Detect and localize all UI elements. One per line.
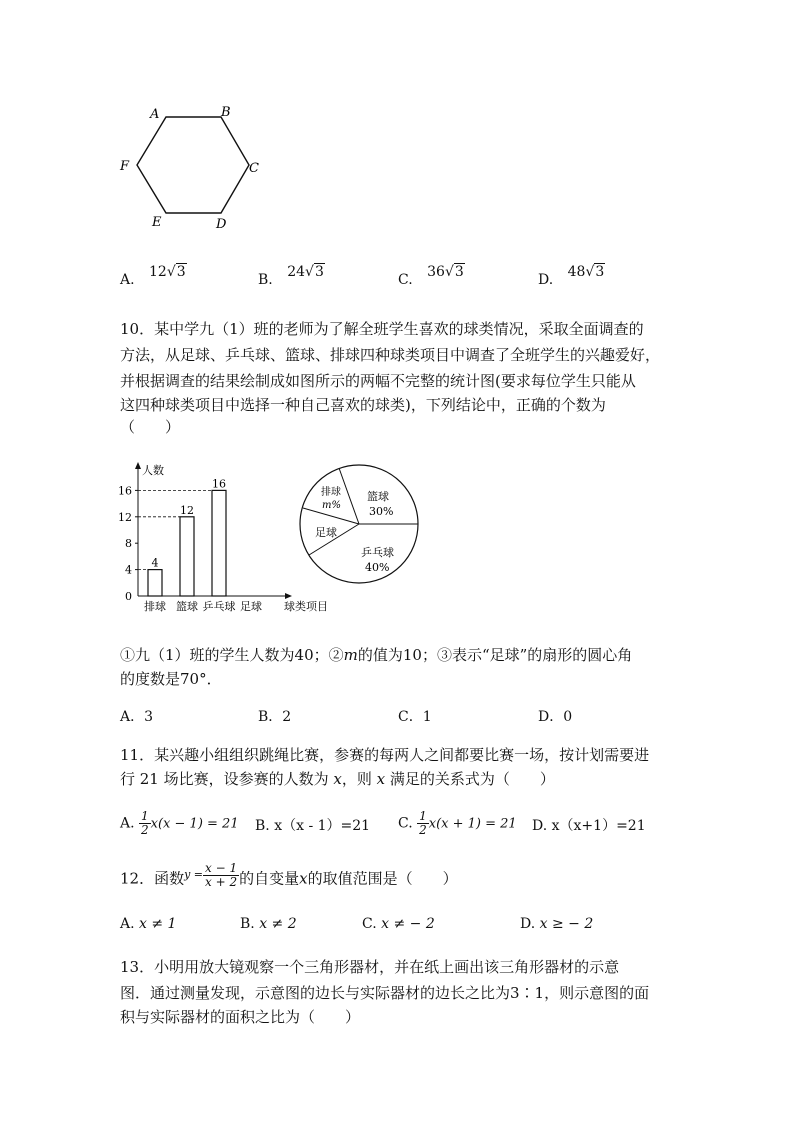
q12-option-c[interactable]: C. x ≠ − 2: [362, 916, 435, 932]
y-tick-label: 8: [125, 537, 132, 551]
q9-option-b[interactable]: B. 24√3: [258, 264, 324, 288]
pie-value-basketball: 30%: [369, 505, 394, 518]
q12-option-a[interactable]: A. x ≠ 1: [120, 916, 177, 932]
q10-line-3: 并根据调查的结果绘制成如图所示的两幅不完整的统计图(要求每位学生只能从: [120, 372, 636, 390]
x-axis-label: 球类项目: [284, 600, 328, 613]
q9-option-c-value: 36√3: [427, 264, 464, 280]
pie-value-volleyball: m%: [322, 500, 341, 511]
vertex-label-b: B: [221, 105, 231, 120]
x-category-label: 篮球: [176, 600, 198, 613]
pie-label-basketball: 篮球: [367, 490, 389, 503]
x-category-label: 乒乓球: [202, 600, 236, 613]
y-tick-label: 0: [125, 590, 132, 603]
q12-line: 12．函数$^{y =}$ $\frac{x - 1}{x + 2}$ 的自变量x的取值范围是（ ）: [120, 861, 458, 889]
q9-option-d[interactable]: D. 48√3: [538, 264, 605, 288]
q11-option-b[interactable]: B. x（x - 1）=21: [255, 818, 371, 834]
q13-line-2: 图．通过测量发现，示意图的边长与实际器材的边长之比为3∶1，则示意图的面: [120, 984, 650, 1002]
q12-option-b[interactable]: B. x ≠ 2: [240, 916, 297, 932]
bar-value-label: 16: [212, 477, 226, 491]
q12-fraction: $\frac{x - 1}{x + 2}$: [205, 861, 238, 889]
x-axis-arrow: [285, 593, 292, 599]
vertex-label-d: D: [216, 217, 227, 232]
bar-value-label: 4: [151, 556, 159, 570]
bar: [148, 570, 162, 596]
q11-option-c[interactable]: C. $\frac{1}{2}$ x(x + 1) = 21: [398, 809, 517, 837]
q13-line-1: 13．小明用放大镜观察一个三角形器材，并在纸上画出该三角形器材的示意: [120, 958, 620, 976]
vertex-label-e: E: [152, 215, 162, 230]
vertex-label-f: F: [120, 159, 130, 174]
q9-option-b-value: 24√3: [287, 264, 324, 280]
pie-divider-1: [339, 468, 359, 524]
q10-option-c[interactable]: C．1: [398, 709, 432, 725]
x-category-label: 足球: [240, 600, 262, 613]
pie-label-pingpong: 乒乓球: [361, 546, 394, 559]
hexagon-figure: [110, 100, 270, 240]
pie-chart: [295, 460, 430, 600]
q10-statement-line-1: ①九（1）班的学生人数为40；②m的值为10；③表示“足球”的扇形的圆心角: [120, 646, 633, 664]
pie-label-volleyball: 排球: [321, 487, 341, 498]
q11-option-a[interactable]: A. $\frac{1}{2}$ x(x − 1) = 21: [120, 809, 239, 837]
q9-option-a-value: 12√3: [149, 264, 186, 280]
q10-line-2: 方法，从足球、乒乓球、篮球、排球四种球类项目中调查了全班学生的兴趣爱好，: [120, 346, 661, 364]
q9-option-d-value: 48√3: [567, 264, 605, 280]
pie-label-football: 足球: [315, 526, 337, 539]
bar: [212, 490, 226, 596]
bar: [180, 517, 194, 596]
q13-line-3: 积与实际器材的面积之比为（ ）: [120, 1008, 361, 1026]
y-tick-label: 12: [118, 510, 132, 524]
q11-option-d[interactable]: D. x（x+1）=21: [532, 818, 646, 834]
q11-option-a-fraction: $\frac{1}{2}$: [141, 809, 149, 837]
vertex-label-a: A: [150, 107, 160, 122]
q11-line-1: 11．某兴趣小组组织跳绳比赛，参赛的每两人之间都要比赛一场，按计划需要进: [120, 746, 650, 764]
q10-option-b[interactable]: B．2: [258, 709, 292, 725]
q10-line-1: 10．某中学九（1）班的老师为了解全班学生喜欢的球类情况，采取全面调查的: [120, 320, 644, 338]
y-tick-label: 4: [125, 563, 132, 577]
x-category-label: 排球: [144, 600, 166, 613]
q9-option-c[interactable]: C. 36√3: [398, 264, 464, 288]
q9-option-a[interactable]: A. 12√3: [120, 264, 186, 288]
q10-option-d[interactable]: D．0: [538, 709, 573, 725]
pie-value-pingpong: 40%: [365, 561, 390, 574]
q10-statement-line-2: 的度数是70°．: [120, 670, 222, 688]
q10-line-4: 这四种球类项目中选择一种自己喜欢的球类)，下列结论中，正确的个数为: [120, 396, 606, 414]
y-tick-label: 16: [118, 484, 132, 498]
bar-value-label: 12: [180, 503, 194, 517]
q12-option-d[interactable]: D. x ≥ − 2: [520, 916, 594, 932]
vertex-label-c: C: [249, 161, 259, 176]
y-axis-arrow: [135, 462, 141, 469]
q10-option-a[interactable]: A．3: [120, 709, 154, 725]
q11-line-2: 行 21 场比赛，设参赛的人数为 x，则 x 满足的关系式为（ ）: [120, 770, 555, 788]
q10-line-5: （ ）: [120, 418, 181, 436]
q11-option-c-fraction: $\frac{1}{2}$: [419, 809, 427, 837]
y-axis-label: 人数: [142, 464, 164, 477]
hexagon-outline: [137, 117, 249, 213]
